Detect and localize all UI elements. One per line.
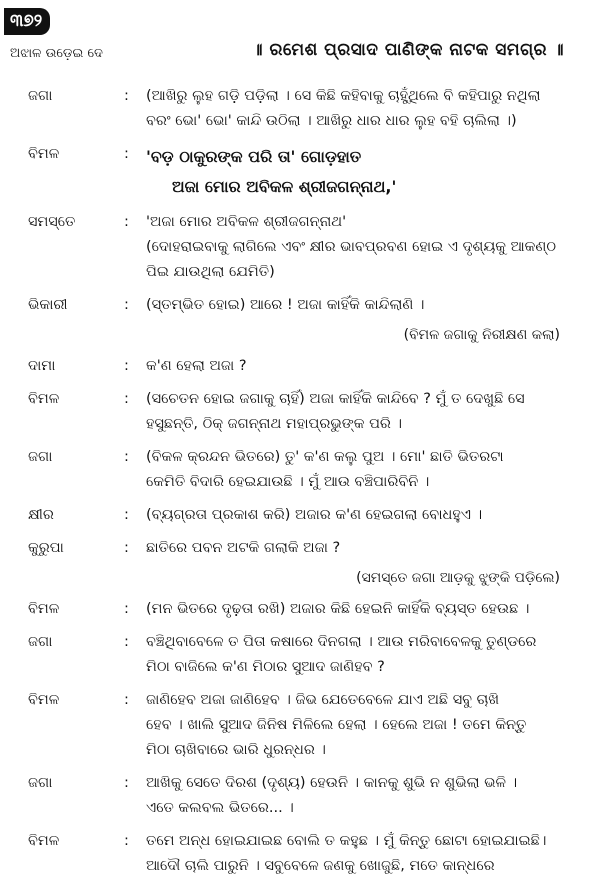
speaker-name: ବିମଳ: [28, 601, 60, 617]
running-header-left: ଅଝାଳ ଉଡ଼େଇ ଦେ: [10, 46, 103, 61]
running-header-right: ॥ ରମେଶ ପ୍ରସାଦ ପାଣିଙ୍କ ନାଟକ ସମଗ୍ର ॥: [252, 40, 564, 60]
stage-direction: (ବିମଳ ଜଗାକୁ ନିରୀକ୍ଷଣ କଲା): [403, 327, 560, 343]
dialogue-line: ହସୁଛନ୍ତି, ଠିକ୍ ଜଗନ୍ନାଥ ମହାପ୍ରଭୁଙ୍କ ପରି ।: [146, 416, 403, 432]
speaker-colon: :: [124, 775, 129, 791]
dialogue-line: (ବିକଳ କ୍ରନ୍ଦନ ଭିତରେ) ତୁ' କ'ଣ କଲୁ ପୁଅ । ମୋ' ଛାତି ଭିତରଟା: [146, 449, 504, 465]
speaker-colon: :: [124, 358, 129, 374]
dialogue-line: ବଞ୍ଚିଥିବାବେଳେ ତ ପିତା କଷାରେ ଦିନଗଲା । ଆଉ ମରିବାବେଳକୁ ତୁଣ୍ଡରେ: [146, 634, 537, 650]
speaker-name: ବିମଳ: [28, 833, 60, 849]
dialogue-row: [0, 445, 600, 495]
script-body: [0, 84, 600, 887]
dialogue-line: ଏତେ କଲବଲ ଭିତରେ... ।: [146, 800, 294, 816]
dialogue-line: ଛାତିରେ ପବନ ଅଟକି ଗଲାକି ଅଜା ?: [146, 540, 341, 556]
dialogue-row: [0, 354, 600, 379]
dialogue-row: [0, 597, 600, 622]
speaker-name: ଜଗା: [28, 775, 53, 791]
speaker-colon: :: [124, 601, 129, 617]
speaker-name: କୁରୁପା: [28, 540, 64, 556]
speaker-name: ଜଗା: [28, 449, 53, 465]
dialogue-line: 'ଅଜା ମୋର ଅବିକଳ ଶ୍ରୀଜଗନ୍ନାଥ': [146, 214, 347, 230]
speaker-name: ବିମଳ: [28, 391, 60, 407]
dialogue-line: ଆଖିକୁ ସେତେ ଦିରଶ (ଦୃଶ୍ୟ) ହେଉନି । କାନକୁ ଶୁଭି ନ ଶୁଭିଲା ଭଳି ।: [146, 775, 518, 791]
dialogue-line: ବରଂ ଭୋ' ଭୋ' କାନ୍ଦି ଉଠିଲା । ଆଖିରୁ ଧାର ଧାର ଲୁହ ବହି ଚାଲିଲା ।): [146, 113, 517, 129]
dialogue-text: [146, 354, 564, 379]
dialogue-row: [0, 142, 600, 202]
dialogue-text: [146, 210, 564, 285]
dialogue-line: 'ବଡ଼ ଠାକୁରଙ୍କ ପରି ତା' ଗୋଡ଼ହାତ: [146, 147, 362, 166]
speaker-name: ଜଗା: [28, 634, 53, 650]
dialogue-text: [146, 630, 564, 680]
dialogue-text: [146, 771, 564, 821]
dialogue-text: [146, 829, 564, 879]
speaker-colon: :: [124, 540, 129, 556]
dialogue-line: (ଆଖିରୁ ଲୁହ ଗଡ଼ି ପଡ଼ିଲା । ସେ କିଛି କହିବାକୁ ଚାହୁଁଥିଲେ ବି କହିପାରୁ ନଥିଲା: [146, 88, 541, 104]
dialogue-row: [0, 688, 600, 763]
speaker-colon: :: [124, 692, 129, 708]
speaker-colon: :: [124, 214, 129, 230]
dialogue-row: [0, 387, 600, 437]
speaker-name: ସମସ୍ତେ: [28, 214, 76, 230]
speaker-name: ଭିକାରୀ: [28, 297, 68, 313]
dialogue-text: [146, 445, 564, 495]
dialogue-text: [146, 84, 564, 134]
dialogue-line: ଜାଣିହେବ ଅଜା ଜାଣିହେବ । ଜିଭ ଯେତେବେଳେ ଯାଏ ଅଛି ସବୁ ଚାଖି: [146, 692, 500, 708]
dialogue-text: [146, 688, 564, 763]
dialogue-row: [0, 536, 600, 561]
speaker-name: ଦାମା: [28, 358, 56, 374]
speaker-colon: :: [124, 634, 129, 650]
dialogue-line: ତମେ ଅନ୍ଧ ହୋଇଯାଇଛ ବୋଲି ତ କହୁଛ । ମୁଁ କିନ୍ତୁ ଛୋଟା ହୋଇଯାଇଛି।: [146, 833, 547, 849]
speaker-name: ବିମଳ: [28, 692, 60, 708]
dialogue-line: (ଦୋହରାଇବାକୁ ଲାଗିଲେ ଏବଂ କ୍ଷୀର ଭାବପ୍ରବଣ ହୋଇ ଏ ଦୃଶ୍ୟକୁ ଆକଣ୍ଠ: [146, 239, 557, 255]
speaker-colon: :: [124, 833, 129, 849]
dialogue-line: କେମିତି ବିଦାରି ହେଇଯାଉଛି । ମୁଁ ଆଉ ବଞ୍ଚିପାରିବିନି ।: [146, 474, 430, 490]
dialogue-row: [0, 829, 600, 879]
dialogue-row: [0, 84, 600, 134]
dialogue-line: ହେବ । ଖାଲି ସୁଆଦ ଜିନିଷ ମିଳିଲେ ହେଲା । ହେଲେ ଅଜା ! ତମେ କିନ୍ତୁ: [146, 717, 527, 733]
dialogue-text: [146, 387, 564, 437]
dialogue-row: [0, 210, 600, 285]
speaker-colon: :: [124, 88, 129, 104]
speaker-colon: :: [124, 297, 129, 313]
speaker-name: କ୍ଷୀର: [28, 507, 54, 523]
dialogue-line: (ବ୍ୟଗ୍ରତା ପ୍ରକାଶ କରି) ଅଜାର କ'ଣ ହେଇଗଲା ବୋଧହୁଏ ।: [146, 507, 483, 523]
speaker-name: ବିମଳ: [28, 146, 60, 162]
speaker-colon: :: [124, 391, 129, 407]
dialogue-line: ଅଜା ମୋର ଅବିକଳ ଶ୍ରୀଜଗନ୍ନାଥ,': [172, 177, 397, 196]
dialogue-text: [146, 503, 564, 528]
dialogue-row: [0, 503, 600, 528]
dialogue-line: ପିଇ ଯାଉଥିଲା ଯେମିତି): [146, 264, 275, 280]
dialogue-line: (ମନ ଭିତରେ ଦୃଢ଼ତା ରଖି) ଅଜାର କିଛି ହେଇନି କାହିଁକି ବ୍ୟସ୍ତ ହେଉଛ ।: [146, 601, 530, 617]
dialogue-line: (ସ୍ତମ୍ଭିତ ହୋଇ) ଆରେ ! ଅଜା କାହିଁକି କାନ୍ଦିଲାଣି ।: [146, 297, 425, 313]
dialogue-row: [0, 771, 600, 821]
dialogue-line: ଆଦୌ ଚାଲି ପାରୁନି । ସବୁବେଳେ ଜଣକୁ ଖୋଜୁଛି, ମତେ କାନ୍ଧରେ: [146, 858, 495, 874]
page-number: ୩୭୨: [4, 8, 50, 35]
dialogue-line: ମିଠା ଚାଖିବାରେ ଭାରି ଧୁରନ୍ଧର ।: [146, 742, 326, 758]
dialogue-line: କ'ଣ ହେଲା ଅଜା ?: [146, 358, 247, 374]
speaker-colon: :: [124, 507, 129, 523]
speaker-colon: :: [124, 449, 129, 465]
dialogue-text: [146, 597, 564, 622]
speaker-colon: :: [124, 146, 129, 162]
speaker-name: ଜଗା: [28, 88, 53, 104]
dialogue-row: [0, 293, 600, 318]
stage-direction: (ସମସ୍ତେ ଜଗା ଆଡ଼କୁ ଝୁଙ୍କି ପଡ଼ିଲେ): [356, 570, 560, 586]
dialogue-text: [146, 293, 564, 318]
dialogue-text: [146, 142, 564, 202]
dialogue-line: ମିଠା ବାଜିଲେ କ'ଣ ମିଠାର ସୁଆଦ ଜାଣିହବ ?: [146, 659, 385, 675]
dialogue-row: [0, 630, 600, 680]
dialogue-text: [146, 536, 564, 561]
dialogue-line: (ସଚେତନ ହୋଇ ଜଗାକୁ ଚାହିଁ) ଅଜା କାହିଁକି କାନ୍ଦିବେ ? ମୁଁ ତ ଦେଖୁଛି ସେ: [146, 391, 525, 407]
